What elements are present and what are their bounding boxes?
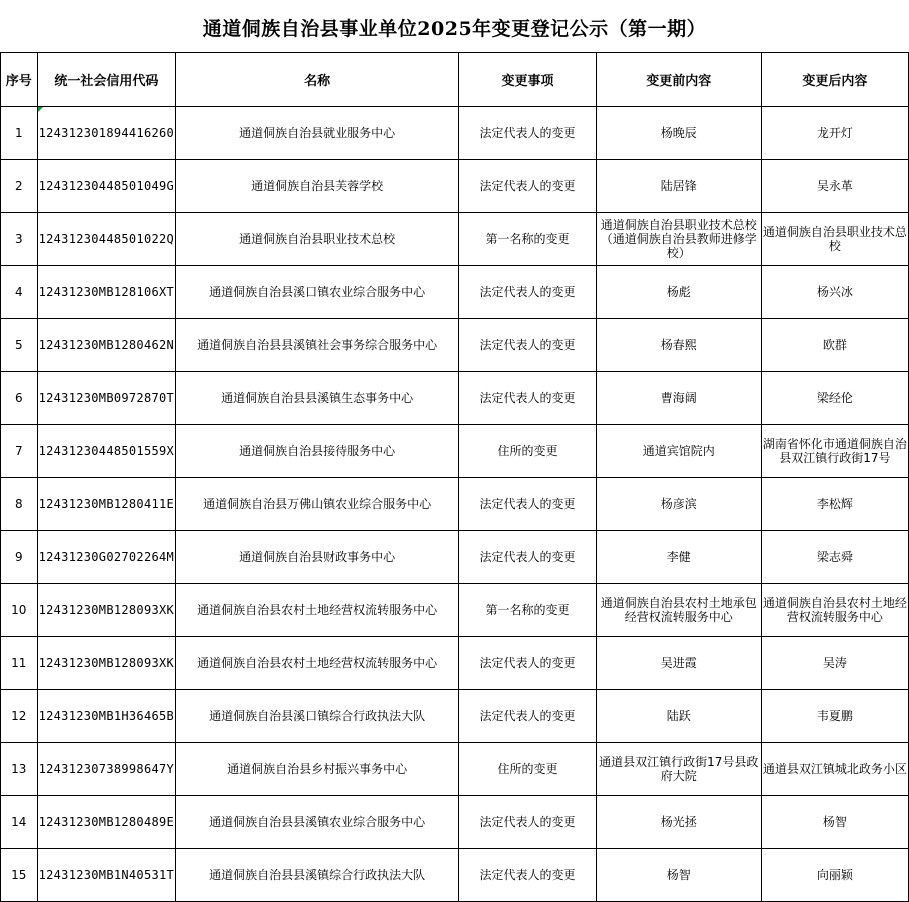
table-row: [1, 478, 909, 531]
cell-name: 通道侗族自治县县溪镇农业综合服务中心: [176, 796, 459, 849]
cell-after: 通道县双江镇城北政务小区: [761, 743, 908, 796]
cell-name: 通道侗族自治县财政事务中心: [176, 531, 459, 584]
cell-after: 湖南省怀化市通道侗族自治县双江镇行政街17号: [761, 425, 908, 478]
cell-code: 12431230738998647Y: [37, 743, 175, 796]
cell-item: 住所的变更: [459, 425, 596, 478]
table-row: [1, 743, 909, 796]
cell-before: 李健: [596, 531, 761, 584]
header-before: 变更前内容: [596, 53, 761, 107]
table-row: [1, 637, 909, 690]
cell-item: 第一名称的变更: [459, 584, 596, 637]
cell-index: 1: [1, 107, 38, 160]
cell-before: 曹海阔: [596, 372, 761, 425]
cell-code: 12431230MB1280489E: [37, 796, 175, 849]
header-item: 变更事项: [459, 53, 596, 107]
cell-after: 欧群: [761, 319, 908, 372]
cell-item: 法定代表人的变更: [459, 478, 596, 531]
table-row: [1, 319, 909, 372]
cell-name: 通道侗族自治县县溪镇社会事务综合服务中心: [176, 319, 459, 372]
cell-item: 法定代表人的变更: [459, 107, 596, 160]
cell-item: 法定代表人的变更: [459, 160, 596, 213]
cell-after: 李松辉: [761, 478, 908, 531]
table-row: [1, 266, 909, 319]
cell-item: 法定代表人的变更: [459, 531, 596, 584]
cell-index: 14: [1, 796, 38, 849]
cell-after: 杨兴冰: [761, 266, 908, 319]
cell-item: 法定代表人的变更: [459, 319, 596, 372]
cell-before: 杨光拯: [596, 796, 761, 849]
cell-after: 通道侗族自治县农村土地经营权流转服务中心: [761, 584, 908, 637]
table-row: [1, 796, 909, 849]
cell-name: 通道侗族自治县溪口镇综合行政执法大队: [176, 690, 459, 743]
cell-code: 12431230448501022Q: [37, 213, 175, 266]
page-title: 通道侗族自治县事业单位2025年变更登记公示（第一期）: [202, 18, 707, 40]
cell-name: 通道侗族自治县就业服务中心: [176, 107, 459, 160]
cell-before: 杨晚辰: [596, 107, 761, 160]
cell-name: 通道侗族自治县县溪镇综合行政执法大队: [176, 849, 459, 902]
cell-code: 12431230MB128093XK: [37, 584, 175, 637]
cell-index: 4: [1, 266, 38, 319]
table-row: [1, 690, 909, 743]
cell-index: 10: [1, 584, 38, 637]
header-index: 序号: [1, 53, 38, 107]
cell-code: 12431230448501049G: [37, 160, 175, 213]
cell-item: 法定代表人的变更: [459, 637, 596, 690]
cell-corner-marker: [38, 107, 43, 112]
cell-index: 12: [1, 690, 38, 743]
cell-name: 通道侗族自治县农村土地经营权流转服务中心: [176, 637, 459, 690]
header-name: 名称: [176, 53, 459, 107]
cell-before: 通道县双江镇行政街17号县政府大院: [596, 743, 761, 796]
cell-after: 通道侗族自治县职业技术总校: [761, 213, 908, 266]
cell-code: 12431230MB128106XT: [37, 266, 175, 319]
cell-item: 法定代表人的变更: [459, 266, 596, 319]
table-row: [1, 849, 909, 902]
cell-code: 12431230MB1280462N: [37, 319, 175, 372]
cell-name: 通道侗族自治县农村土地经营权流转服务中心: [176, 584, 459, 637]
cell-after: 韦夏鹏: [761, 690, 908, 743]
cell-code: 12431230G02702264M: [37, 531, 175, 584]
cell-before: 杨彪: [596, 266, 761, 319]
cell-code: 124312301894416260: [37, 107, 175, 160]
cell-code: 12431230MB128093XK: [37, 637, 175, 690]
table-row: [1, 531, 909, 584]
cell-name: 通道侗族自治县接待服务中心: [176, 425, 459, 478]
cell-index: 15: [1, 849, 38, 902]
cell-index: 7: [1, 425, 38, 478]
cell-name: 通道侗族自治县溪口镇农业综合服务中心: [176, 266, 459, 319]
table-row: [1, 107, 909, 160]
cell-code: 12431230MB1H36465B: [37, 690, 175, 743]
cell-code: 12431230MB0972870T: [37, 372, 175, 425]
cell-before: 通道侗族自治县职业技术总校（通道侗族自治县教师进修学校）: [596, 213, 761, 266]
cell-index: 5: [1, 319, 38, 372]
table-row: [1, 213, 909, 266]
table-row: [1, 584, 909, 637]
cell-code: 12431230MB1280411E: [37, 478, 175, 531]
cell-before: 陆居锋: [596, 160, 761, 213]
cell-name: 通道侗族自治县芙蓉学校: [176, 160, 459, 213]
cell-before: 杨春熙: [596, 319, 761, 372]
cell-before: 通道宾馆院内: [596, 425, 761, 478]
cell-before: 陆跃: [596, 690, 761, 743]
cell-after: 梁志舜: [761, 531, 908, 584]
cell-item: 住所的变更: [459, 743, 596, 796]
table-header-row: [1, 53, 909, 107]
cell-index: 8: [1, 478, 38, 531]
cell-after: 梁经伦: [761, 372, 908, 425]
cell-after: 向丽颖: [761, 849, 908, 902]
cell-after: 吴涛: [761, 637, 908, 690]
cell-index: 11: [1, 637, 38, 690]
cell-index: 9: [1, 531, 38, 584]
table-row: [1, 425, 909, 478]
header-code: 统一社会信用代码: [37, 53, 175, 107]
cell-name: 通道侗族自治县职业技术总校: [176, 213, 459, 266]
cell-name: 通道侗族自治县县溪镇生态事务中心: [176, 372, 459, 425]
table-row: [1, 372, 909, 425]
cell-item: 法定代表人的变更: [459, 796, 596, 849]
cell-name: 通道侗族自治县万佛山镇农业综合服务中心: [176, 478, 459, 531]
table-row: [1, 160, 909, 213]
cell-before: 杨智: [596, 849, 761, 902]
cell-before: 吴进霞: [596, 637, 761, 690]
cell-before: 通道侗族自治县农村土地承包经营权流转服务中心: [596, 584, 761, 637]
cell-index: 3: [1, 213, 38, 266]
cell-item: 法定代表人的变更: [459, 849, 596, 902]
cell-code: 12431230MB1N40531T: [37, 849, 175, 902]
cell-index: 6: [1, 372, 38, 425]
cell-after: 杨智: [761, 796, 908, 849]
cell-index: 2: [1, 160, 38, 213]
cell-before: 杨彦滨: [596, 478, 761, 531]
cell-after: 龙开灯: [761, 107, 908, 160]
cell-code: 12431230448501559X: [37, 425, 175, 478]
registration-table: [0, 52, 909, 902]
cell-item: 法定代表人的变更: [459, 372, 596, 425]
cell-name: 通道侗族自治县乡村振兴事务中心: [176, 743, 459, 796]
header-after: 变更后内容: [761, 53, 908, 107]
cell-after: 吴永革: [761, 160, 908, 213]
cell-index: 13: [1, 743, 38, 796]
cell-item: 第一名称的变更: [459, 213, 596, 266]
cell-item: 法定代表人的变更: [459, 690, 596, 743]
